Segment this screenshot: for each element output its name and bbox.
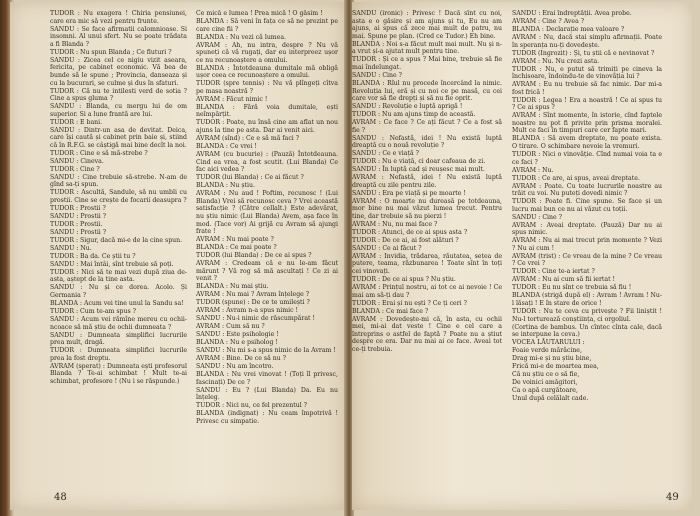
dialogue-line: TUDOR : Erai și nu ești ? Ce ți ceri ? bbox=[352, 299, 467, 307]
dialogue-line: BLANDA (strigă după el) : Avram ! Avram ! Nu-l lăsați ! E în stare de orice ! bbox=[512, 292, 662, 307]
dialogue-line: BLANDA : Nu mai știu. bbox=[196, 283, 269, 291]
dialogue-line: TUDOR : Nici nu, ce fel prezentul ? bbox=[196, 402, 307, 410]
left-page-column-2 bbox=[196, 10, 338, 476]
right-page-column-2 bbox=[512, 10, 662, 476]
dialogue-line: AVRAM : Nu mai poate ? bbox=[196, 236, 274, 244]
dialogue-line: BLANDA : Acum vei tine unul la Sandu sa! bbox=[50, 299, 184, 307]
dialogue-line: SANDU : Erai îndreptății. Avea probe. bbox=[512, 10, 632, 17]
dialogue-line: AVRAM : Dovedește-mi că, în asta, cu ochii mei, mi-ai dat veste ! Cine e cel care a întreprins o astfel de faptă ? Poate nu a știut despre ce era. Dar nu mai ai ce face. Aveai tot ce-ți trebuia. bbox=[352, 315, 502, 353]
dialogue-line: TUDOR : De ce ai spus ? Nu știu. bbox=[352, 276, 456, 283]
dialogue-line: Foaie verde mărăcine, bbox=[512, 347, 582, 355]
dialogue-line: SANDU : Prostii ? bbox=[50, 228, 107, 236]
dialogue-line: AVRAM : Nefastă, idei ! Nu există luptă dreaptă cu zile pentru zile. bbox=[352, 174, 502, 189]
dialogue-line: TUDOR : De ce ai, ai fost alături ? bbox=[352, 236, 459, 244]
dialogue-line: BLANDA : Fără voia dumitale, ești neîmpărțit. bbox=[196, 103, 338, 119]
dialogue-line: TUDOR : Poate fi. Cine spune. Se face și un lucru mai bun ce nu ai văzut cu toții. bbox=[512, 198, 662, 213]
dialogue-line: TUDOR : Prostii. bbox=[50, 220, 103, 228]
dialogue-line: TUDOR : Dumneata simplifici lucrurile prea la fost dreptu. bbox=[50, 347, 187, 362]
dialogue-line: TUDOR : Ce are, ai spus, aveai dreptate. bbox=[512, 174, 640, 182]
dialogue-line: TUDOR : Nu spun Blanda ; Ce fluturi ? bbox=[50, 48, 172, 56]
dialogue-line: BLANDA : Declarație mea valoare ? bbox=[512, 25, 625, 33]
right-page bbox=[352, 2, 692, 510]
dialogue-line: TUDOR : Nu exagera ! Chiria pensiunei, care era mic să vezi pentru frunte. bbox=[50, 10, 187, 25]
dialogue-line: BLANDA : Ce mai face ? bbox=[352, 307, 429, 315]
dialogue-line: BLANDA : Rîul nu procede încercând la nimic. Revoluția lui, eră și cu noi ce pe masă, cu cei care vor să fie drepți și să nu fie oprit. bbox=[352, 79, 502, 103]
dialogue-line: AVRAM : Credeam că e nu le-am făcut mărunt ? Vă rog să mă ascultați ! Ce zi ai venit ? bbox=[196, 260, 338, 283]
dialogue-line: BLANDA : Nu vezi că lumea. bbox=[196, 33, 286, 41]
dialogue-line: SANDU : Ce ai făcut ? bbox=[352, 244, 422, 252]
dialogue-line: SANDU : Nu am încotro. bbox=[196, 363, 274, 371]
dialogue-line: SANDU : Revoluție e luptă aprigă ! bbox=[352, 103, 463, 111]
dialogue-line: SANDU : Dintr-un asa de devitat. Deica, care își caută și cabinet prin baie și, stiind că în R.F.G. se câștigă mai bine decît la noi. bbox=[50, 126, 187, 149]
dialogue-line: AVRAM : Cum să nu ? bbox=[196, 323, 265, 331]
dialogue-line: De voinici amăgitori, bbox=[512, 379, 578, 387]
dialogue-line: SANDU : Ce e viață ? bbox=[352, 150, 419, 158]
left-page bbox=[10, 2, 346, 510]
dialogue-line: SANDU : Se face afirmatii calomnioase. Si insomni. Al unui sfert. Nu se poate trădata a fi Blanda ? bbox=[50, 25, 187, 48]
dialogue-line: AVRAM : Eu nu trebuie să fac nimic. Dar mi-a fost frică ! bbox=[512, 81, 662, 96]
dialogue-line: BLANDA : Nu știu. bbox=[196, 182, 255, 190]
dialogue-line: AVRAM : Nu. Nu crezi asta. bbox=[512, 57, 600, 65]
dialogue-line: Drag mi-e și nu știu bine, bbox=[512, 355, 592, 363]
right-page-number: 49 bbox=[666, 492, 679, 503]
dialogue-line: BLANDA : Nu vrei vinovat ! (Toți îl privesc, fascinați) De ce ? bbox=[196, 371, 338, 386]
dialogue-line: SANDU : Mai întâi, sînt trebuie să poți. bbox=[50, 260, 174, 268]
dialogue-line: Că nu știu ce o să fie, bbox=[512, 371, 580, 379]
dialogue-line: AVRAM : Nu, dacă stai simplu afirmații. Poate în speranța nu-ți dovedește. bbox=[512, 33, 662, 49]
dialogue-line: AVRAM : Sînt momente, în istorie, cînd faptele noastre nu pot fi privite prin prisma moralei. Mult ce faci în timpuri care cer fapte mari. bbox=[512, 112, 662, 135]
dialogue-line: AVRAM (cu bucurie) : (Pauză) Întotdeauna. Cind ea vrea, a fost scutit. (Lui Blanda) Ce fac aici vedea ? bbox=[196, 150, 338, 174]
dialogue-line: SANDU : Nu mi s-a spus nimic de la Avram ! bbox=[196, 347, 336, 355]
dialogue-line: AVRAM : Poate. Cu toate lucrurile noastre au trăit cu voi. Nu puteți dovedi nimic ? bbox=[512, 182, 662, 198]
dialogue-line: SANDU : Cine trebuie să-strebe. N-am de gînd sa-ți spun. bbox=[50, 173, 187, 189]
dialogue-line: AVRAM : Nu ai mai trecut prin momente ? Vezi ? Nu ai cum ! bbox=[512, 237, 662, 252]
dialogue-line: AVRAM : Nu. bbox=[512, 166, 554, 174]
dialogue-line: AVRAM : Avram n-a spus nimic ! bbox=[196, 307, 299, 315]
dialogue-line: BLANDA : Să veni în fața ce să ne prezint pe care cine fii ? bbox=[196, 17, 338, 33]
dialogue-line: SANDU : Era pe viață și pe moarte ! bbox=[352, 189, 466, 197]
dialogue-line: TUDOR : E bani. bbox=[50, 118, 103, 126]
dialogue-line: SANDU : Este psihologie ! bbox=[196, 331, 279, 339]
dialogue-line: AVRAM : Invidia, trădarea, răutatea, setea de putere, teama, răzbunarea ! Toate sînt în toți cei vinovați. bbox=[352, 252, 502, 276]
dialogue-line: SANDU : Nefastă, idei ! Nu există luptă dreaptă cu o nouă revoluție ? bbox=[352, 134, 502, 150]
dialogue-line: TUDOR : Nu am ajuns timp de această. bbox=[352, 111, 476, 119]
dialogue-line: TUDOR : Sigur, dacă mi-e de la cine spun. bbox=[50, 236, 183, 244]
dialogue-line: Ce mică e lumea ! Prea mică ! O găsim ! bbox=[196, 10, 323, 17]
dialogue-line: TUDOR (lui Blanda) : Ce ai făcut ? bbox=[196, 174, 304, 182]
dialogue-line: AVRAM : Nu mai ? Avram înțelege ? bbox=[196, 291, 310, 299]
dialogue-line: AVRAM : Prințul nostru, ai tot ce ai nevoie ! Ce mai am să-ți dau ? bbox=[352, 283, 502, 299]
dialogue-line: TUDOR : Nu, e putut să trimiți pe cineva la închisoare, îndoindu-te de vinovăția lui ? bbox=[512, 65, 662, 81]
dialogue-line: TUDOR : Atunci, de ce ai spus asta ? bbox=[352, 228, 468, 236]
dialogue-line: TUDOR : Ascultă, Sandule, să nu umbli cu prostii. Cine se crește de focarii deasupra ? bbox=[50, 189, 187, 204]
dialogue-line: TUDOR : Că nu te intilesti verd de sotia ? Cine a spus gluma ? bbox=[50, 87, 187, 103]
dialogue-line: AVRAM : Nu aud ! Poftim, recunosc ! (Lui Blanda) Vrei să recunosc ceva ? Vrei această satisfacție ? (Către cellalt.) Este adevărat, nu știu nimic (Lui Blanda) Avem, așa face în mod. (Tace vor) Ai grijă cu Avram să ajungi frate ! bbox=[196, 190, 338, 236]
dialogue-line: SANDU : Nu-i nimic de răscumpărat ! bbox=[196, 315, 315, 323]
dialogue-line: SANDU : Cine ? bbox=[352, 71, 402, 79]
dialogue-line: AVRAM : Făcut nimic ! bbox=[196, 95, 268, 103]
dialogue-line: TUDOR (spre tennis) : Nu vă plîngeți cîtva pe masa noastră ? bbox=[196, 80, 338, 95]
dialogue-line: SANDU : Cineva. bbox=[50, 157, 104, 165]
dialogue-line: BLANDA : Ce mai poate ? bbox=[196, 244, 277, 252]
dialogue-line: (Cortina de bambus. Un cîntec cînta cale, dacă se interpune la ceva.) bbox=[512, 323, 662, 339]
dialogue-line: TUDOR : Nu te ceva cu privește ? Fii liniștit ! Nu-l torturează conștiința, ci orgoliul. bbox=[512, 307, 662, 323]
dialogue-line: TUDOR : Cine ? bbox=[50, 165, 100, 173]
dialogue-line: TUDOR : Nu e viață, ci doar cafeaua de zi. bbox=[352, 158, 486, 166]
dialogue-line: AVRAM (sperat) : Dumneata ești profesorul Blanda ? Te-ai schimbat ! Mult te-ai schimbat, profesore ! (Nu i se răspunde.) bbox=[50, 362, 187, 385]
left-page-column-1 bbox=[50, 10, 187, 476]
right-page-column-1 bbox=[352, 10, 502, 476]
dialogue-line: TUDOR (spune) : De ce te umilești ? bbox=[196, 299, 310, 307]
dialogue-line: TUDOR : Și ce a spus ? Mai bine, trebuie să fie mai îndelungat. bbox=[352, 56, 502, 71]
dialogue-line: AVRAM : Cine ? Avea ? bbox=[512, 17, 585, 25]
dialogue-line: BLANDA : Ce vrei ! bbox=[196, 143, 257, 150]
dialogue-line: SANDU : Nu. bbox=[50, 244, 92, 252]
dialogue-line: SANDU : În luptă cad și reușesc mai mult. bbox=[352, 166, 485, 174]
dialogue-line: SANDU : Blanda, cu mergu lui de om superior. Si a lune frantă are lui. bbox=[50, 103, 187, 118]
dialogue-line: TUDOR : Nici o vinovăție. Cînd numai voia ta e ce faci ? bbox=[512, 150, 662, 166]
dialogue-line: AVRAM : Bine. De ce să nu ? bbox=[196, 355, 286, 363]
dialogue-line: SANDU : Prostii ? bbox=[50, 212, 107, 220]
dialogue-line: TUDOR : Cum te-am spus ? bbox=[50, 307, 136, 315]
dialogue-line: BLANDA : Nu e psiholog ! bbox=[196, 339, 278, 347]
dialogue-line: AVRAM : O moarte nu dureasă pe totdeauna, mor bine nu mai văzut lumea trecut. Pentru tine, dar trebuie să nu pierzi ! bbox=[352, 197, 502, 220]
dialogue-line: Unul după celălalt cade. bbox=[512, 394, 589, 402]
dialogue-line: SANDU (ironic) : Privesc ! Dacă sînt cu noi, asta e o găsire și am ajuns și tu, Eu nu am ajuns, ai spus că zece mai mult de patru, nu mai. Spune pe plan. (Cred ce Tudor.) Eh bine. bbox=[352, 10, 502, 40]
dialogue-line: BLANDA (indignat) : Nu ceam împotrivă ! Privesc cu simpatie. bbox=[196, 410, 338, 425]
dialogue-line: BLANDA : Întotdeauna dumitale mă obligă ușor ceea ce recunoaștere a omului. bbox=[196, 64, 338, 80]
dialogue-line: BLANDA : Noi s-a făcut mult mai mult. Nu și n-a vrut și-a ajutat mult pentru tine. bbox=[352, 40, 502, 56]
left-page-number: 48 bbox=[54, 492, 67, 503]
dialogue-line: AVRAM : Nu ai cum să fii iertat ! bbox=[512, 276, 616, 284]
dialogue-line: SANDU : Cine ? bbox=[512, 213, 562, 221]
dialogue-line: SANDU : Eu ? (Lui Blanda) Da. Eu nu înțeleg. bbox=[196, 386, 338, 402]
dialogue-line: AVRAM (trist) : Ce vreau de la mine ? Ce vreau ? Ce vrei ? bbox=[512, 252, 662, 268]
dialogue-line: TUDOR : Legea ! Era a noastră ! Ce ai spus tu ? Ce ai spus ? bbox=[512, 96, 662, 112]
dialogue-line: TUDOR : Nici să te mai vezi după ziua de-asta, aștept de la tine asta. bbox=[50, 268, 187, 284]
dialogue-line: AVRAM (sînd) : Ce e să mă faci ? bbox=[196, 135, 300, 143]
dialogue-line: AVRAM : Ah, nu intra, despre ? Nu vă spuneți că vă rugați, dar eu interpreez ușor ce nu recunoaștere a omului. bbox=[196, 41, 338, 64]
dialogue-line: TUDOR : Eu nu sînt ce trebuia să fiu ! bbox=[512, 284, 632, 292]
dialogue-line: AVRAM : Ce face ? Ce ați făcut ? Ce a fost să fie ? bbox=[352, 119, 502, 134]
dialogue-line: TUDOR : Prostii ? bbox=[50, 204, 106, 212]
dialogue-line: TUDOR : Poate, nu însă cine am aflat un nou ajuns la tine pe asta. Dar ai venit aici. bbox=[196, 119, 338, 135]
dialogue-line: BLANDA : Să avem dreptate, nu poate exista. O tirare. O schimbare nevoie la vremuri. bbox=[512, 135, 662, 150]
dialogue-line: SANDU : Dumneata simplifici lucrurile prea mult, dragă. bbox=[50, 331, 187, 347]
dialogue-line: TUDOR : Cine te-a iertat ? bbox=[512, 268, 595, 276]
dialogue-line: TUDOR : Cine e să mă-strebe ? bbox=[50, 149, 148, 157]
dialogue-line: TUDOR (lui Blanda) : De ce ai spus ? bbox=[196, 252, 312, 260]
dialogue-line: Frică mi-e de moartea mea, bbox=[512, 363, 599, 371]
dialogue-line: SANDU : Zicea cel ce nigiu vizit aseara, fericita, pe cabinet economic. Vă bea de bunde să le spune ; Provincia, danseaza și cu la bucurari, se culme și dus în sfaturi. bbox=[50, 56, 187, 87]
dialogue-line: AVRAM : Nu, nu mai face ? bbox=[352, 220, 438, 228]
dialogue-line: TUDOR (Ingrozit) : Și, tu știi că e nevinovat ? bbox=[512, 49, 655, 57]
dialogue-line: SANDU : Acum vei rămîne mereu cu ochii-ncoace să mă știu de ochii dumneata ? bbox=[50, 315, 187, 331]
dialogue-line: AVRAM : Aveai dreptate. (Pauză) Dar nu ai spus nimic. bbox=[512, 221, 662, 237]
dialogue-line: SANDU : Nu și ce dorea. Acolo. Și Germania ? bbox=[50, 284, 187, 299]
dialogue-line: Ca o apă curgătoare, bbox=[512, 387, 578, 394]
dialogue-line: TUDOR : Ba da. Ce știi tu ? bbox=[50, 252, 136, 260]
dialogue-line: VOCEA LĂUTARULUI : bbox=[512, 339, 585, 347]
